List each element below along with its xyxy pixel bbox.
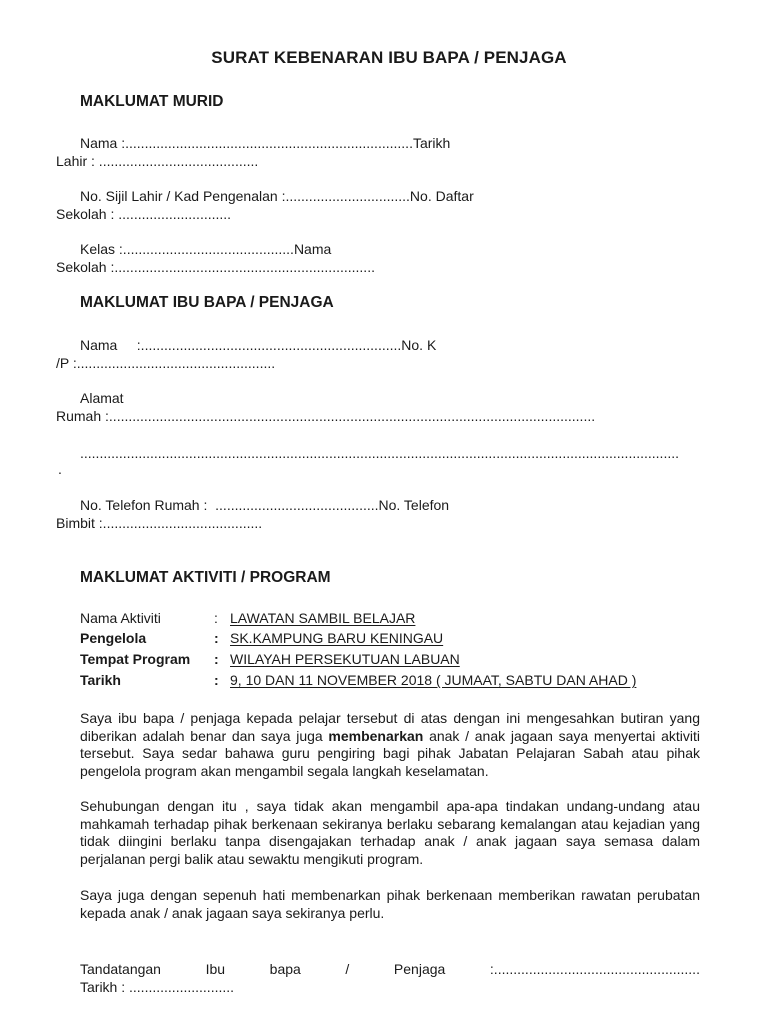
activity-name-label: Nama Aktiviti	[80, 610, 161, 626]
home-phone-field[interactable]: No. Telefon Rumah : ..........................................No. Telefon	[80, 497, 450, 513]
signature-word-5: Penjaga	[393, 961, 446, 977]
organizer-colon: :	[214, 630, 219, 646]
student-name-field[interactable]: Nama :..........................................................................Tarikh	[80, 135, 451, 151]
student-regno-field[interactable]: Sekolah : .............................	[56, 206, 232, 222]
signature-word-4: /	[345, 961, 350, 977]
mobile-phone-field[interactable]: Bimbit :.........................................	[56, 515, 263, 531]
organizer-value: SK.KAMPUNG BARU KENINGAU	[230, 630, 444, 646]
signature-line[interactable]	[80, 960, 700, 978]
student-class-field[interactable]: Kelas :............................................Nama	[80, 241, 332, 257]
medical-consent-paragraph: Saya juga dengan sepenuh hati membenarkan pihak berkenaan memberikan rawatan perubatan kepada anak / anak jagaan saya sekiranya perlu.	[80, 887, 700, 921]
parent-name-field[interactable]: Nama :...................................................................No. K	[80, 337, 437, 353]
consent-text-start: Saya ibu bapa / penjaga kepada pelajar tersebut di atas dengan ini mengesahkan butiran yang diberikan adalah benar dan saya juga	[80, 710, 700, 744]
signature-field[interactable]: :.....................................................	[489, 961, 700, 977]
signature-block	[80, 960, 700, 996]
venue-colon: :	[214, 651, 219, 667]
activity-name-value: LAWATAN SAMBIL BELAJAR	[230, 610, 416, 626]
student-info-heading: MAKLUMAT MURID	[80, 93, 224, 110]
document-title: SURAT KEBENARAN IBU BAPA / PENJAGA	[211, 48, 567, 67]
signature-date-field[interactable]: Tarikh : ...........................	[80, 979, 235, 995]
consent-emphasis: membenarkan	[328, 727, 424, 744]
student-school-field[interactable]: Sekolah :...................................................................	[56, 259, 375, 275]
venue-label: Tempat Program	[80, 651, 191, 667]
date-colon: :	[214, 672, 219, 688]
address-label: Alamat	[80, 390, 124, 406]
signature-word-1: Tandatangan	[80, 961, 161, 977]
consent-text-end: anak / anak jagaan saya menyertai aktiviti tersebut. Saya sedar bahawa guru pengiring bagi pihak Jabatan Pelajaran Sabah atau pihak pengelola program akan mengambil segala langkah keselamatan.	[80, 727, 700, 779]
activity-row-organizer	[80, 628, 720, 648]
address-line-3: .	[58, 461, 62, 477]
activity-row-date	[80, 670, 720, 690]
activity-row-name	[80, 608, 720, 628]
parent-ic-field[interactable]: /P :...................................................	[56, 355, 276, 371]
parent-info-heading: MAKLUMAT IBU BAPA / PENJAGA	[80, 294, 334, 311]
student-birthcert-field[interactable]: No. Sijil Lahir / Kad Pengenalan :................................No. Daftar	[80, 188, 474, 204]
activity-info-heading: MAKLUMAT AKTIVITI / PROGRAM	[80, 569, 331, 586]
signature-word-3: bapa	[269, 961, 301, 977]
venue-value: WILAYAH PERSEKUTUAN LABUAN	[230, 651, 460, 667]
address-line-2[interactable]: ..........................................................................................................................................................	[80, 445, 680, 461]
activity-row-venue	[80, 649, 720, 669]
activity-name-colon: :	[214, 610, 218, 626]
date-label: Tarikh	[80, 672, 121, 688]
signature-word-2: Ibu	[205, 961, 226, 977]
liability-paragraph: Sehubungan dengan itu , saya tidak akan mengambil apa-apa tindakan undang-undang atau mahkamah terhadap pihak berkenaan sekiranya berlaku sebarang kemalangan atau kejadian yang tidak diingini berlaku tanpa disengajakan terhadap anak / anak jagaan saya semasa dalam perjalanan pergi balik atau sewaktu mengikuti program.	[80, 798, 700, 867]
date-value: 9, 10 DAN 11 NOVEMBER 2018 ( JUMAAT, SABTU DAN AHAD )	[230, 672, 637, 688]
student-dob-field[interactable]: Lahir : .........................................	[56, 153, 259, 169]
organizer-label: Pengelola	[80, 630, 147, 646]
address-line-1[interactable]: Rumah :.............................................................................................................................	[56, 408, 596, 424]
consent-paragraph-1	[80, 710, 700, 780]
